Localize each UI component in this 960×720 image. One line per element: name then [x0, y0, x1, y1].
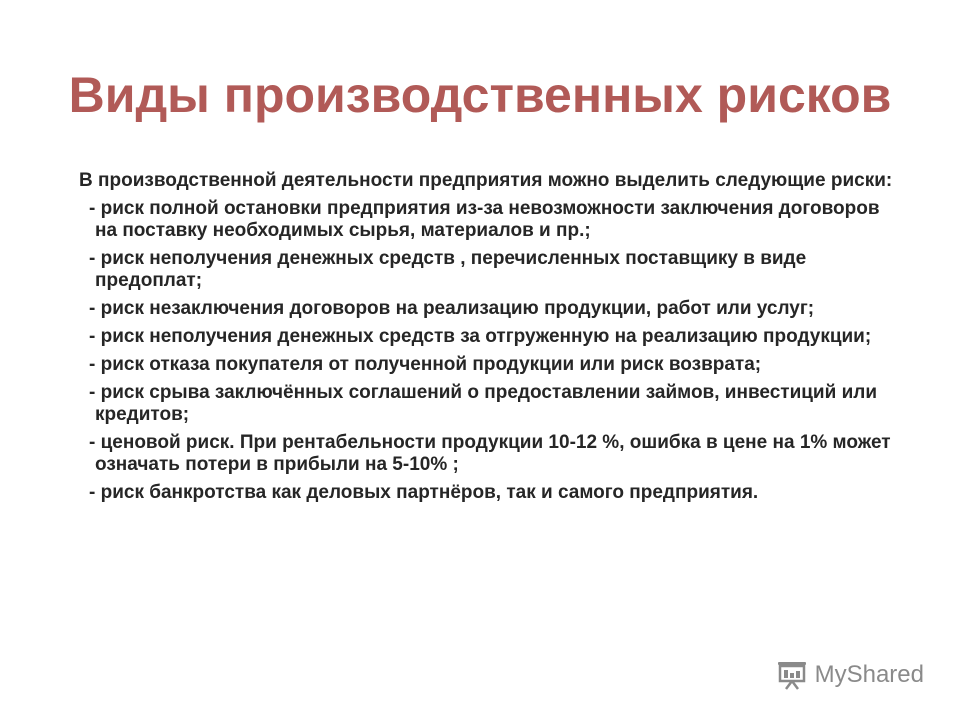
risk-item: - риск неполучения денежных средств за отгруженную на реализацию продукции;: [89, 326, 872, 347]
intro-text: В производственной деятельности предприятия можно выделить следующие риски:: [79, 170, 893, 191]
slide-title: Виды производственных рисков: [68, 67, 892, 123]
risk-item: - риск полной остановки предприятия из-за невозможности заключения договоров на поставку необходимых сырья, материалов и пр.;: [89, 198, 880, 241]
watermark: [775, 660, 924, 690]
risk-item: - риск банкротства как деловых партнёров, так и самого предприятия.: [89, 482, 759, 503]
watermark-text: MyShared: [814, 661, 924, 688]
risk-item: - риск неполучения денежных средств , перечисленных поставщику в виде предоплат;: [89, 248, 807, 291]
slide-body: [66, 170, 906, 510]
presentation-board-icon: [775, 660, 809, 690]
risk-item: - риск незаключения договоров на реализацию продукции, работ или услуг;: [89, 298, 815, 319]
risk-item: - риск срыва заключённых соглашений о предоставлении займов, инвестиций или кредитов;: [89, 382, 877, 425]
risk-item: - ценовой риск. При рентабельности продукции 10-12 %, ошибка в цене на 1% может означать потери в прибыли на 5-10% ;: [89, 432, 891, 475]
risk-item: - риск отказа покупателя от полученной продукции или риск возврата;: [89, 354, 762, 375]
